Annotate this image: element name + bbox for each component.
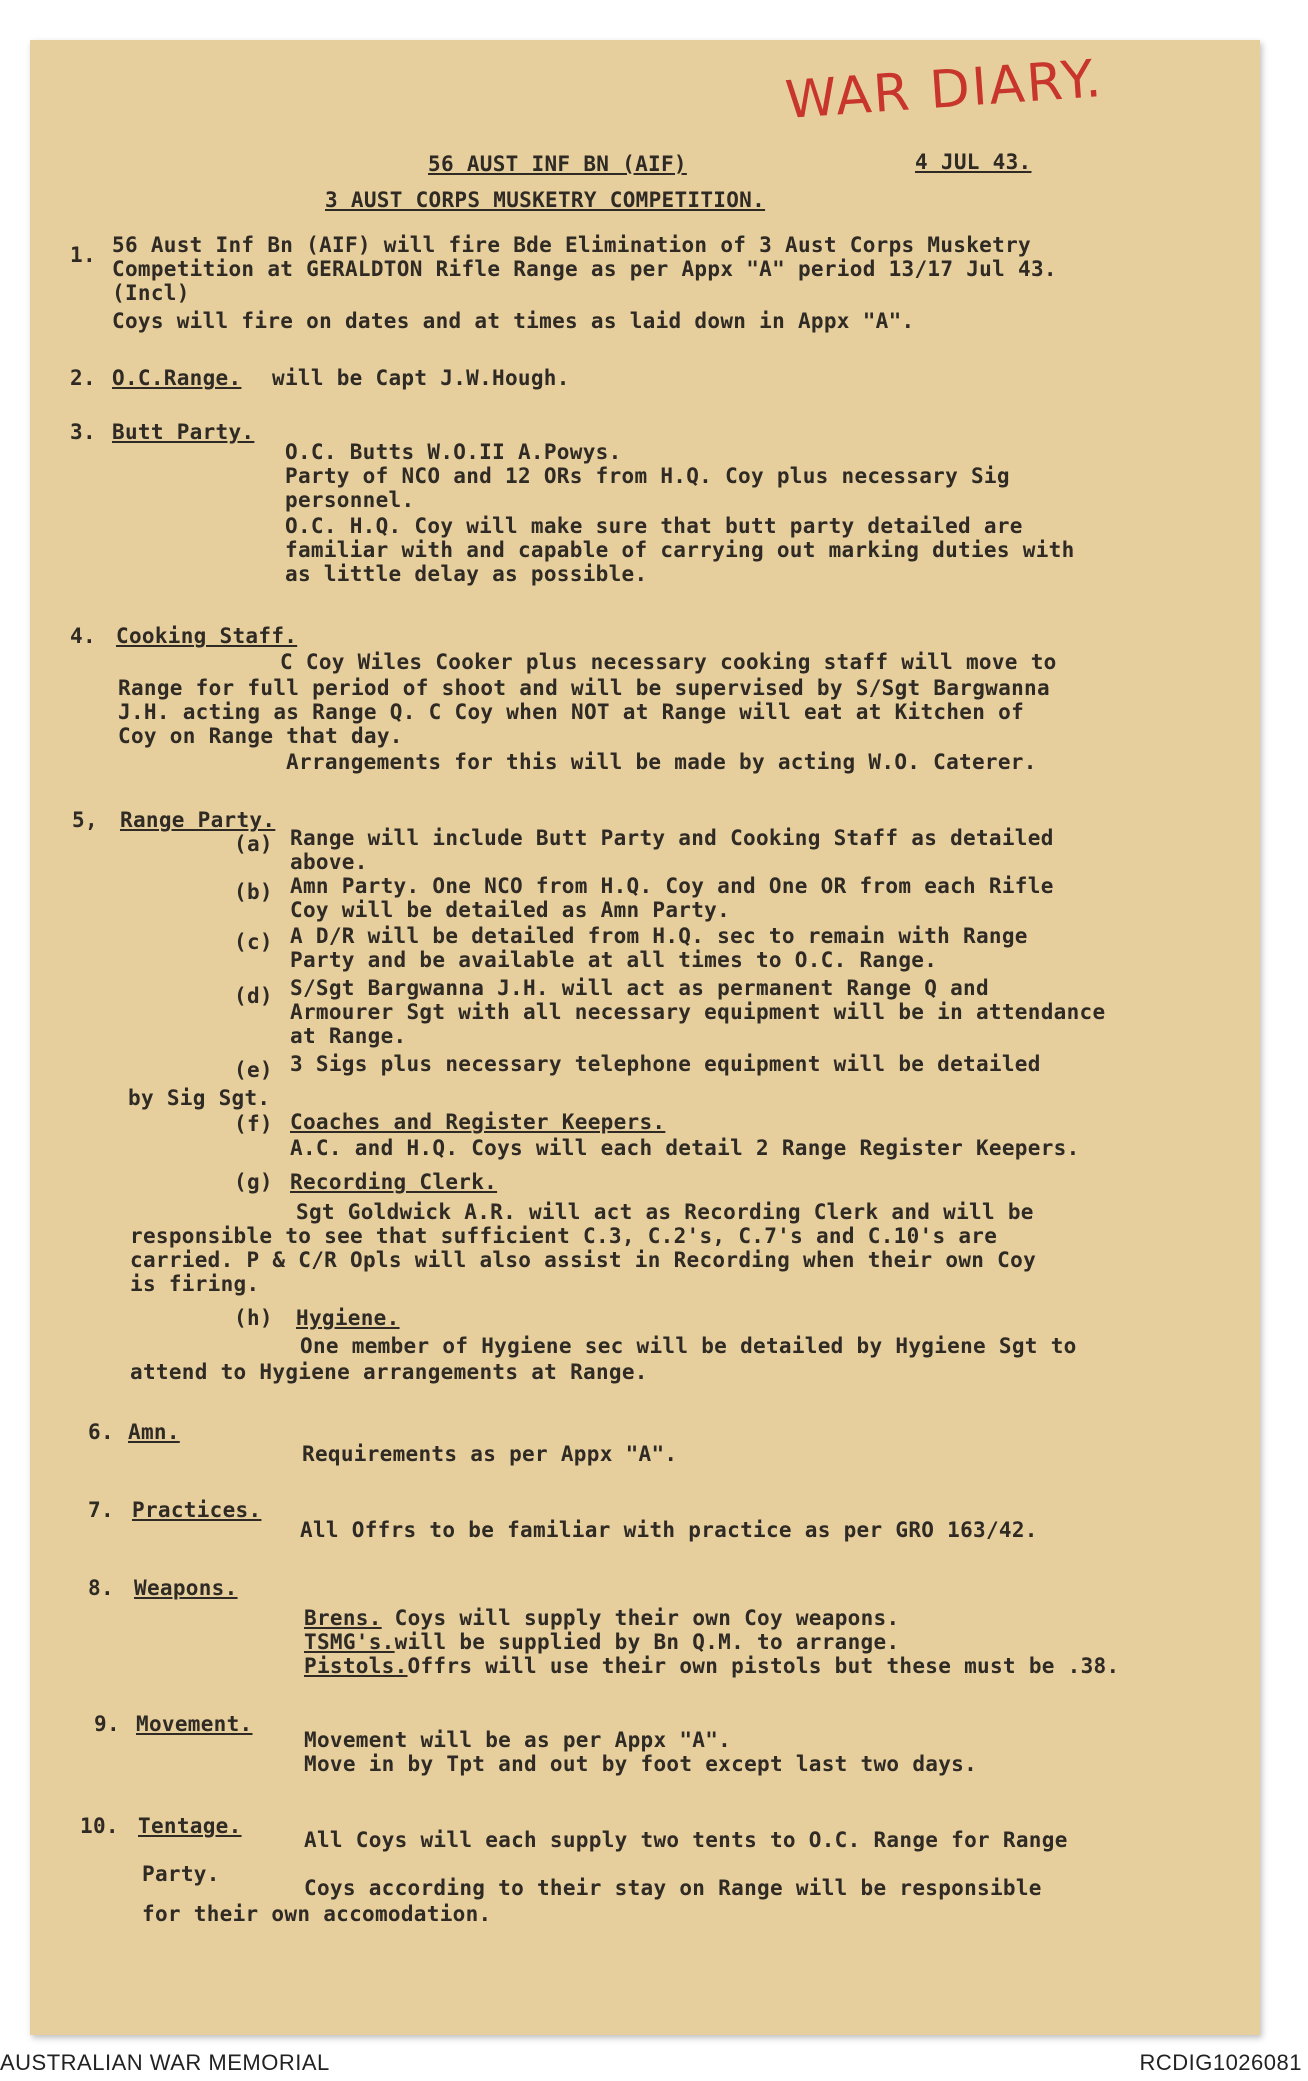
para-5-f-line: A.C. and H.Q. Coys will each detail 2 Range Register Keepers. bbox=[290, 1136, 1080, 1160]
para-7-number: 7. bbox=[88, 1498, 114, 1522]
para-5-c-label: (c) bbox=[234, 930, 273, 954]
para-8-line bbox=[304, 1606, 899, 1630]
para-6-heading: Amn. bbox=[128, 1420, 180, 1444]
para-2-heading: O.C.Range. bbox=[112, 366, 242, 390]
para-4-line: Coy on Range that day. bbox=[118, 724, 403, 748]
archive-credit: AUSTRALIAN WAR MEMORIAL bbox=[0, 2050, 330, 2075]
para-5-a-line: above. bbox=[290, 850, 368, 874]
para-1-line: 56 Aust Inf Bn (AIF) will fire Bde Elimination of 3 Aust Corps Musketry bbox=[112, 233, 1031, 257]
brens-label: Brens. bbox=[304, 1606, 382, 1630]
para-8-line bbox=[304, 1630, 899, 1654]
para-1-line: Coys will fire on dates and at times as laid down in Appx "A". bbox=[112, 309, 915, 333]
para-5-b-line: Amn Party. One NCO from H.Q. Coy and One OR from each Rifle bbox=[290, 874, 1054, 898]
para-4-line: J.H. acting as Range Q. C Coy when NOT at Range will eat at Kitchen of bbox=[118, 700, 1025, 724]
para-5-d-label: (d) bbox=[234, 984, 273, 1008]
para-10-line: All Coys will each supply two tents to O.C. Range for Range bbox=[304, 1828, 1068, 1852]
para-5-a-label: (a) bbox=[234, 832, 273, 856]
tsmg-label: TSMG's. bbox=[304, 1630, 395, 1654]
para-5-c-line: Party and be available at all times to O.C. Range. bbox=[290, 948, 938, 972]
para-1-line: (Incl) bbox=[112, 281, 190, 305]
handwritten-title: WAR DIARY. bbox=[783, 48, 1106, 132]
document-date: 4 JUL 43. bbox=[915, 150, 1032, 174]
para-5-d-line: S/Sgt Bargwanna J.H. will act as permanent Range Q and bbox=[290, 976, 989, 1000]
para-5-b-label: (b) bbox=[234, 880, 273, 904]
document-subject: 3 AUST CORPS MUSKETRY COMPETITION. bbox=[325, 188, 766, 212]
para-3-line: personnel. bbox=[285, 488, 415, 512]
para-3-line: Party of NCO and 12 ORs from H.Q. Coy plus necessary Sig bbox=[285, 464, 1010, 488]
para-5-heading: Range Party. bbox=[120, 808, 276, 832]
para-9-number: 9. bbox=[94, 1712, 120, 1736]
para-6-text: Requirements as per Appx "A". bbox=[302, 1442, 678, 1466]
para-5-h-line: attend to Hygiene arrangements at Range. bbox=[130, 1360, 648, 1384]
para-8-line bbox=[304, 1654, 1119, 1678]
para-3-line: as little delay as possible. bbox=[285, 562, 648, 586]
pistols-text: Offrs will use their own pistols but these must be .38. bbox=[407, 1654, 1120, 1678]
para-3-number: 3. bbox=[70, 420, 96, 444]
para-4-number: 4. bbox=[70, 624, 96, 648]
para-9-line: Move in by Tpt and out by foot except last two days. bbox=[304, 1752, 978, 1776]
para-5-a-line: Range will include Butt Party and Cooking Staff as detailed bbox=[290, 826, 1054, 850]
para-10-heading-cont: Party. bbox=[142, 1862, 220, 1886]
para-8-number: 8. bbox=[88, 1576, 114, 1600]
para-5-g-line: responsible to see that sufficient C.3, C.2's, C.7's and C.10's are bbox=[130, 1224, 998, 1248]
para-3-line: familiar with and capable of carrying out marking duties with bbox=[285, 538, 1075, 562]
para-1-line: Competition at GERALDTON Rifle Range as per Appx "A" period 13/17 Jul 43. bbox=[112, 257, 1057, 281]
unit-heading: 56 AUST INF BN (AIF) bbox=[428, 152, 687, 176]
para-5-f-heading: Coaches and Register Keepers. bbox=[290, 1110, 666, 1134]
para-5-e-label: (e) bbox=[234, 1058, 273, 1082]
para-5-h-heading: Hygiene. bbox=[296, 1306, 400, 1330]
para-5-d-line: Armourer Sgt with all necessary equipment will be in attendance bbox=[290, 1000, 1106, 1024]
para-5-g-line: is firing. bbox=[130, 1272, 260, 1296]
para-5-f-label: (f) bbox=[234, 1112, 273, 1136]
record-id: RCDIG1026081 bbox=[1139, 2050, 1302, 2075]
para-4-line: C Coy Wiles Cooker plus necessary cooking staff will move to bbox=[280, 650, 1057, 674]
para-6-number: 6. bbox=[88, 1420, 114, 1444]
para-8-heading: Weapons. bbox=[134, 1576, 238, 1600]
para-10-number: 10. bbox=[80, 1814, 119, 1838]
tsmg-text: will be supplied by Bn Q.M. to arrange. bbox=[394, 1630, 900, 1654]
para-5-c-line: A D/R will be detailed from H.Q. sec to remain with Range bbox=[290, 924, 1028, 948]
para-10-heading: Tentage. bbox=[138, 1814, 242, 1838]
para-3-line: O.C. Butts W.O.II A.Powys. bbox=[285, 440, 622, 464]
brens-text: Coys will supply their own Coy weapons. bbox=[394, 1606, 900, 1630]
para-5-e-line: by Sig Sgt. bbox=[128, 1086, 271, 1110]
para-5-g-line: Sgt Goldwick A.R. will act as Recording Clerk and will be bbox=[296, 1200, 1034, 1224]
pistols-label: Pistols. bbox=[304, 1654, 408, 1678]
para-10-line: for their own accomodation. bbox=[142, 1902, 492, 1926]
para-5-e-line: 3 Sigs plus necessary telephone equipment will be detailed bbox=[290, 1052, 1041, 1076]
para-5-g-heading: Recording Clerk. bbox=[290, 1170, 498, 1194]
para-2-text: will be Capt J.W.Hough. bbox=[272, 366, 570, 390]
para-3-heading: Butt Party. bbox=[112, 420, 255, 444]
para-10-line: Coys according to their stay on Range will be responsible bbox=[304, 1876, 1042, 1900]
para-5-h-line: One member of Hygiene sec will be detailed by Hygiene Sgt to bbox=[300, 1334, 1077, 1358]
para-4-heading: Cooking Staff. bbox=[116, 624, 298, 648]
para-5-b-line: Coy will be detailed as Amn Party. bbox=[290, 898, 731, 922]
para-7-text: All Offrs to be familiar with practice as per GRO 163/42. bbox=[300, 1518, 1038, 1542]
para-2-number: 2. bbox=[70, 366, 96, 390]
para-5-g-label: (g) bbox=[234, 1170, 273, 1194]
para-3-line: O.C. H.Q. Coy will make sure that butt party detailed are bbox=[285, 514, 1023, 538]
para-9-line: Movement will be as per Appx "A". bbox=[304, 1728, 732, 1752]
para-5-d-line: at Range. bbox=[290, 1024, 407, 1048]
para-5-number: 5, bbox=[72, 808, 98, 832]
para-4-line: Range for full period of shoot and will be supervised by S/Sgt Bargwanna bbox=[118, 676, 1050, 700]
para-9-heading: Movement. bbox=[136, 1712, 253, 1736]
para-1-number: 1. bbox=[70, 243, 96, 267]
para-5-g-line: carried. P & C/R Opls will also assist in Recording when their own Coy bbox=[130, 1248, 1037, 1272]
para-4-line: Arrangements for this will be made by acting W.O. Caterer. bbox=[286, 750, 1037, 774]
para-7-heading: Practices. bbox=[132, 1498, 262, 1522]
para-5-h-label: (h) bbox=[234, 1306, 273, 1330]
